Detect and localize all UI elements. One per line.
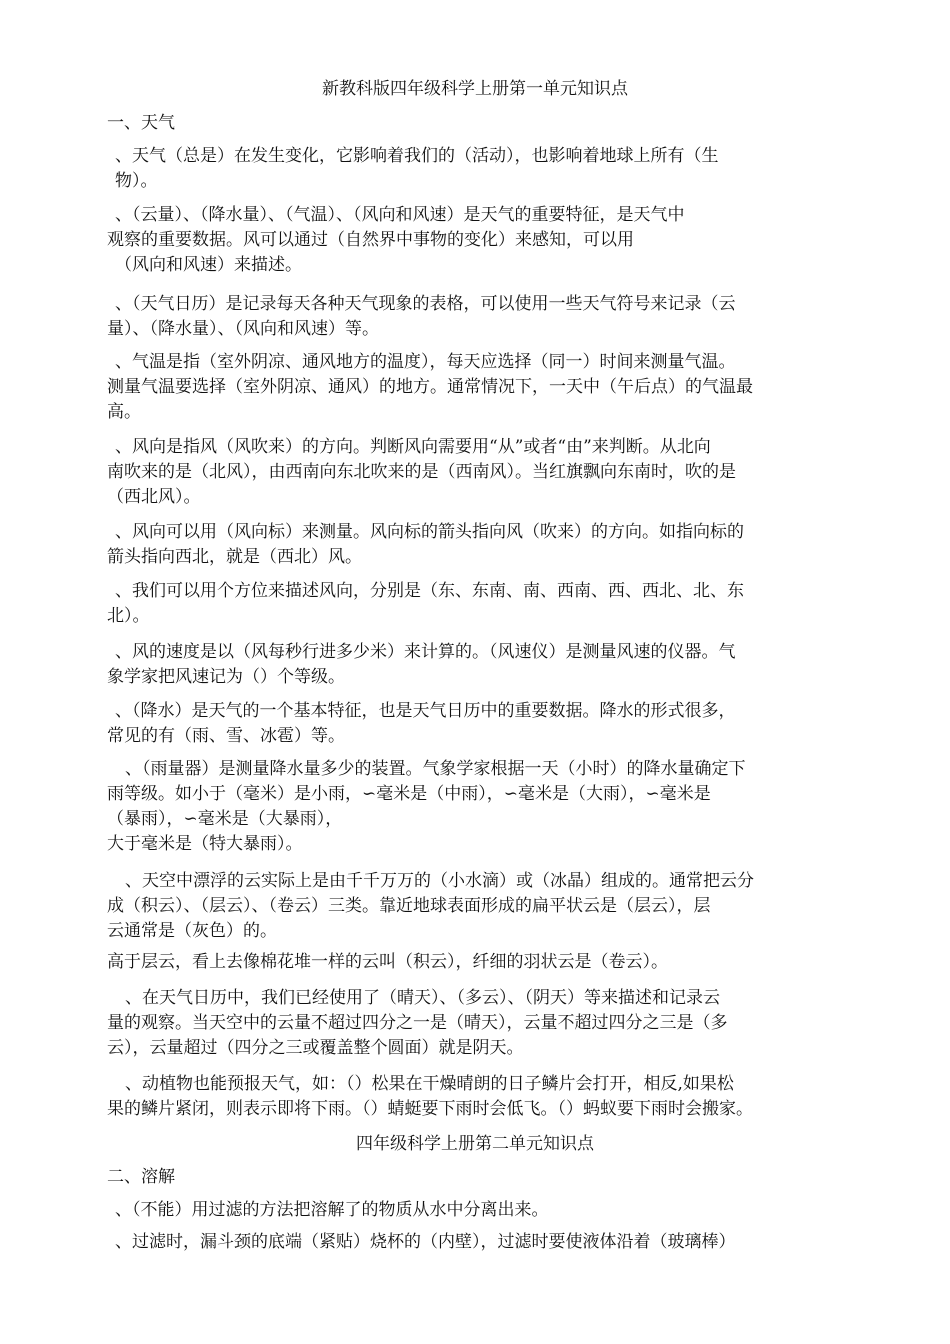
paragraph-line: 、（云量）、（降水量）、（气温）、（风向和风速）是天气的重要特征，是天气中 [115,205,685,225]
paragraph-line: 高于层云，看上去像棉花堆一样的云叫（积云），纤细的羽状云是（卷云）。 [107,952,668,972]
paragraph-line: 测量气温要选择（室外阴凉、通风）的地方。通常情况下，一天中（午后点）的气温最 [107,377,753,397]
paragraph-line: 成（积云）、（层云）、（卷云）三类。靠近地球表面形成的扁平状云是（层云），层 [107,896,711,916]
section-dissolving-heading: 二、溶解 [107,1167,175,1187]
paragraph-6 [107,520,885,570]
paragraph-line: 北）。 [107,606,150,626]
paragraph-line: 观察的重要数据。风可以通过（自然界中事物的变化）来感知，可以用 [107,230,634,250]
paragraph-line: 、在天气日历中，我们已经使用了（晴天）、（多云）、（阴天）等来描述和记录云 [125,988,720,1008]
paragraph-9 [107,699,885,749]
paragraph-15 [107,1230,885,1255]
paragraph-line: 、（降水）是天气的一个基本特征，也是天气日历中的重要数据。降水的形式很多， [115,701,736,721]
paragraph-line: 高。 [107,402,141,422]
paragraph-line: 云通常是（灰色）的。 [107,921,277,941]
paragraph-line: 、风向可以用（风向标）来测量。风向标的箭头指向风（吹来）的方向。如指向标的 [115,522,744,542]
paragraph-line: 云），云量超过（四分之三或覆盖整个圆面）就是阴天。 [107,1038,524,1058]
paragraph-line: 、天气（总是）在发生变化，它影响着我们的（活动），也影响着地球上所有（生 [115,146,719,166]
paragraph-line: 南吹来的是（北风），由西南向东北吹来的是（西南风）。当红旗飘向东南时，吹的是 [107,462,736,482]
paragraph-line: 、风向是指风（风吹来）的方向。判断风向需要用“从”或者“由”来判断。从北向 [115,437,711,457]
paragraph-4 [107,350,885,425]
paragraph-line: 果的鳞片紧闭，则表示即将下雨。（）蜻蜓要下雨时会低飞。（）蚂蚁要下雨时会搬家。 [107,1099,753,1119]
paragraph-line: 、动植物也能预报天气，如：（）松果在干燥晴朗的日子鳞片会打开，相反,如果松 [125,1074,734,1094]
paragraph-line: 大于毫米是（特大暴雨）。 [107,834,303,854]
paragraph-line: （风向和风速）来描述。 [115,255,302,275]
paragraph-line: 、（雨量器）是测量降水量多少的装置。气象学家根据一天（小时）的降水量确定下 [125,759,746,779]
paragraph-line: 箭头指向西北，就是（西北）风。 [107,547,362,567]
paragraph-line: 、（不能）用过滤的方法把溶解了的物质从水中分离出来。 [115,1200,549,1220]
paragraph-line: 、（天气日历）是记录每天各种天气现象的表格，可以使用一些天气符号来记录（云 [115,294,736,314]
paragraph-line: （西北风）。 [107,487,201,507]
paragraph-8 [107,640,885,690]
paragraph-line: 、天空中漂浮的云实际上是由千千万万的（小水滴）或（冰晶）组成的。通常把云分 [125,871,754,891]
paragraph-2 [107,203,885,278]
paragraph-13 [107,1072,885,1122]
paragraph-5 [107,435,885,510]
paragraph-line: （暴雨），∽毫米是（大暴雨）， [107,809,343,829]
paragraph-line: 常见的有（雨、雪、冰雹）等。 [107,726,345,746]
paragraph-line: 、过滤时，漏斗颈的底端（紧贴）烧杯的（内壁），过滤时要使液体沿着（玻璃棒） [115,1232,736,1252]
paragraph-line: 、风的速度是以（风每秒行进多少米）来计算的。（风速仪）是测量风速的仪器。气 [115,642,736,662]
paragraph-line: 物）。 [115,171,158,191]
paragraph-7 [107,579,885,629]
paragraph-11 [107,869,885,975]
paragraph-14 [107,1198,885,1223]
paragraph-line: 、我们可以用个方位来描述风向，分别是（东、东南、南、西南、西、西北、北、东 [115,581,744,601]
paragraph-line: 象学家把风速记为（）个等级。 [107,667,345,687]
paragraph-12 [107,986,885,1061]
paragraph-line: 雨等级。如小于（毫米）是小雨，∽毫米是（中雨），∽毫米是（大雨），∽毫米是 [107,784,711,804]
paragraph-1 [107,144,885,194]
paragraph-10 [107,757,885,857]
paragraph-line: 、气温是指（室外阴凉、通风地方的温度），每天应选择（同一）时间来测量气温。 [115,352,736,372]
unit2-title: 四年级科学上册第二单元知识点 [356,1134,594,1154]
paragraph-3 [107,292,885,342]
unit1-title: 新教科版四年级科学上册第一单元知识点 [322,79,628,99]
section-weather-heading: 一、天气 [107,113,175,133]
paragraph-line: 量）、（降水量）、（风向和风速）等。 [107,319,379,339]
paragraph-line: 量的观察。当天空中的云量不超过四分之一是（晴天），云量不超过四分之三是（多 [107,1013,728,1033]
